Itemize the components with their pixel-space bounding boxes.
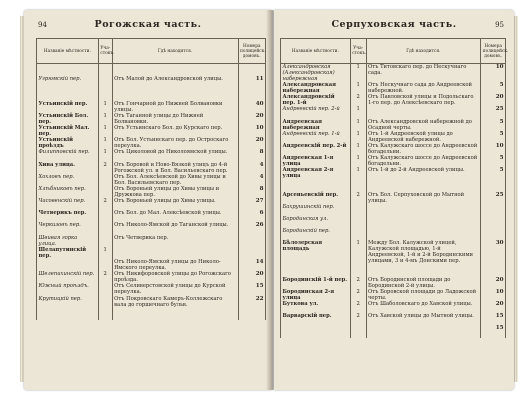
precinct-cell: 1 — [350, 155, 366, 167]
street-name-cell: Бородинскій 1-й пер. — [281, 277, 351, 289]
table-row — [37, 198, 266, 210]
street-name-cell: Андреевская 1-я улица — [281, 155, 351, 167]
location-description-cell — [366, 180, 481, 192]
right-page-title: Серпуховская часть. — [331, 19, 457, 30]
table-row — [37, 259, 266, 271]
left-page-table — [36, 38, 266, 320]
location-description-cell: Отъ Вороньей улицы до Хивы улицы. — [112, 198, 238, 210]
precinct-cell: 1 — [350, 106, 366, 118]
street-name-cell: Угрюмскій пер. — [37, 76, 99, 88]
table-row — [37, 76, 266, 88]
location-description-cell: Отъ Николо-Ямской до Таганской улицы. — [112, 222, 238, 234]
house-count-cell: 22 — [238, 296, 265, 308]
house-count-cell — [481, 264, 506, 276]
precinct-cell: 2 — [98, 198, 112, 210]
table-row — [37, 186, 266, 198]
location-description-cell: Отъ Шаболовскаго до Хавской улицы. — [366, 301, 481, 313]
location-description-cell — [366, 106, 481, 118]
precinct-cell — [350, 204, 366, 216]
precinct-cell — [98, 222, 112, 234]
precinct-cell: 1 — [98, 137, 112, 149]
house-count-cell: 5 — [481, 155, 506, 167]
precinct-cell — [98, 186, 112, 198]
house-count-cell: 15 — [238, 283, 265, 295]
house-count-cell: 25 — [481, 192, 506, 204]
street-name-cell — [37, 64, 99, 77]
precinct-cell — [350, 180, 366, 192]
table-row — [281, 155, 506, 167]
location-description-cell: Отъ 1-й Андреевской улицы до Андреевской набережной. — [366, 131, 481, 143]
house-count-cell: 20 — [481, 301, 506, 313]
location-description-cell: Отъ Таганной улицы до Нижней Болвановки. — [112, 113, 238, 125]
column-header-part: Уча-стокъ. — [350, 39, 366, 64]
precinct-cell — [98, 174, 112, 186]
precinct-cell — [98, 235, 112, 247]
right-page-header — [274, 18, 514, 36]
location-description-cell — [366, 228, 481, 240]
precinct-cell — [98, 64, 112, 77]
house-count-cell: 20 — [238, 137, 265, 149]
table-row — [37, 162, 266, 174]
house-count-cell: 26 — [238, 222, 265, 234]
street-name-cell: Александровская набережная — [281, 82, 351, 94]
table-row — [281, 325, 506, 337]
precinct-cell — [98, 76, 112, 88]
table-row — [37, 247, 266, 259]
house-count-cell: 4 — [238, 174, 265, 186]
location-description-cell: Между Бол. Калужской улицей, Калужской площадью, 1-й Андреевской, 1-й и 2-й Бородинскими улицами, 3 и 4-мъ Донскими пер. — [366, 240, 481, 264]
location-description-cell: Отъ Хавской улицы до Мытной улицы. — [366, 313, 481, 325]
precinct-cell — [350, 264, 366, 276]
street-name-cell: Бахрушинскій пер. — [281, 204, 351, 216]
house-count-cell — [238, 64, 265, 77]
right-page — [274, 10, 514, 390]
street-name-cell: Устьинскій пер. — [37, 101, 99, 113]
page-edges-right — [514, 16, 518, 382]
street-name-cell: Андреевскій пер. 2-й — [281, 106, 351, 118]
table-row — [281, 143, 506, 155]
street-name-cell: Устьинскій Мал. пер. — [37, 125, 99, 137]
left-page-header — [24, 18, 272, 36]
table-row — [37, 174, 266, 186]
street-name-cell: Четверикъ пер. — [37, 210, 99, 222]
location-description-cell: Отъ Малой до Александровской улицы. — [112, 76, 238, 88]
table-row — [37, 235, 266, 247]
precinct-cell: 1 — [350, 119, 366, 131]
location-description-cell: Отъ 1-й до 2-й Андреевской улицы. — [366, 167, 481, 179]
left-page-title: Рогожская часть. — [94, 19, 202, 30]
table-row — [281, 180, 506, 192]
column-header-location: Гдѣ находится. — [112, 39, 238, 64]
street-name-cell: Швивая горка улица. — [37, 235, 99, 247]
house-count-cell: 5 — [481, 119, 506, 131]
location-description-cell — [112, 88, 238, 100]
precinct-cell: 2 — [350, 313, 366, 325]
table-row — [281, 82, 506, 94]
street-name-cell: Александровскій пер. 1-й — [281, 94, 351, 106]
street-name-cell: Андреевская набережная — [281, 119, 351, 131]
street-name-cell: Часовенскій пер. — [37, 198, 99, 210]
precinct-cell: 1 — [350, 240, 366, 264]
table-row — [37, 308, 266, 320]
location-description-cell: Отъ Бол. Серпуховской до Мытной улицы. — [366, 192, 481, 204]
house-count-cell: 15 — [481, 325, 506, 337]
house-count-cell: 15 — [481, 313, 506, 325]
location-description-cell: Отъ Боровой и Ново-Вязкой улицъ до 4-й Рогожской ул. и Бол. Васильевскаго пер. — [112, 162, 238, 174]
street-name-cell: Варварскій пер. — [281, 313, 351, 325]
street-name-cell: Устьинскій Бол. пер. — [37, 113, 99, 125]
street-name-cell: Шелапутинскій пер. — [37, 247, 99, 259]
table-row — [37, 149, 266, 161]
house-count-cell: 20 — [238, 271, 265, 283]
precinct-cell: 1 — [98, 101, 112, 113]
house-count-cell: 25 — [481, 106, 506, 118]
table-row — [281, 192, 506, 204]
precinct-cell: 1 — [98, 247, 112, 259]
table-row — [281, 94, 506, 106]
location-description-cell: Отъ Вороньей улицы до Хивы улицы и Дружкова пер. — [112, 186, 238, 198]
table-row — [281, 106, 506, 118]
precinct-cell — [98, 210, 112, 222]
house-count-cell — [238, 308, 265, 320]
precinct-cell — [350, 228, 366, 240]
precinct-cell: 1 — [98, 125, 112, 137]
table-row — [37, 113, 266, 125]
house-count-cell: 14 — [238, 259, 265, 271]
location-description-cell: Отъ Александровской набережной до Осадной черты. — [366, 119, 481, 131]
location-description-cell: Отъ Павловской улицы и Подольскаго 1-го пер. до Алексѣевскаго пер. — [366, 94, 481, 106]
house-count-cell: 10 — [481, 289, 506, 301]
street-name-cell: Андреевская 2-я улица — [281, 167, 351, 179]
street-name-cell: Андреевскій пер. 1-й — [281, 131, 351, 143]
table-row — [281, 240, 506, 264]
house-count-cell: 10 — [481, 64, 506, 83]
house-count-cell — [481, 216, 506, 228]
precinct-cell — [350, 325, 366, 337]
street-name-cell: Черкизовъ пер. — [37, 222, 99, 234]
street-name-cell: Шелепихинскій пер. — [37, 271, 99, 283]
house-count-cell: 30 — [481, 240, 506, 264]
house-count-cell: 5 — [481, 82, 506, 94]
location-description-cell: Отъ Бол. до Мал. Алексѣевской улицы. — [112, 210, 238, 222]
location-description-cell: Отъ Титовскаго пер. до Нескучнаго сада. — [366, 64, 481, 83]
location-description-cell — [112, 64, 238, 77]
column-header-location: Гдѣ находится. — [366, 39, 481, 64]
precinct-cell — [98, 296, 112, 308]
house-count-cell — [238, 88, 265, 100]
table-row — [37, 125, 266, 137]
house-count-cell: 27 — [238, 198, 265, 210]
table-row — [281, 204, 506, 216]
street-name-cell: Буткова ул. — [281, 301, 351, 313]
street-name-cell: Арсеньевскій пер. — [281, 192, 351, 204]
table-row — [37, 271, 266, 283]
table-row — [37, 210, 266, 222]
precinct-cell: 1 — [98, 113, 112, 125]
precinct-cell: 1 — [350, 82, 366, 94]
location-description-cell — [366, 204, 481, 216]
location-description-cell: Отъ Бол. Алексѣевской до Хивы улицы и Бол. Васильевскаго пер. — [112, 174, 238, 186]
location-description-cell: Отъ Никифоровской улицы до Рогожскаго проѣзда. — [112, 271, 238, 283]
table-row — [281, 64, 506, 83]
column-header-part: Уча-стокъ. — [98, 39, 112, 64]
precinct-cell: 2 — [350, 289, 366, 301]
street-name-cell: Хлѣбниковъ пер. — [37, 186, 99, 198]
street-name-cell: Устьинскій проѣздъ — [37, 137, 99, 149]
precinct-cell: 1 — [350, 143, 366, 155]
open-book — [4, 2, 521, 396]
table-row — [37, 64, 266, 77]
street-name-cell: Андреевскій пер. 2-й — [281, 143, 351, 155]
precinct-cell: 1 — [98, 149, 112, 161]
right-table-body — [281, 64, 506, 338]
left-table-body — [37, 64, 266, 320]
right-page-table — [280, 38, 509, 338]
street-name-cell: Бородинская 2-я улица — [281, 289, 351, 301]
left-page — [24, 10, 272, 390]
location-description-cell: Отъ Калужскаго шоссе до Андреевской богадельни. — [366, 155, 481, 167]
location-description-cell: Отъ Бородинской площади до Бородинской 2-й улицы. — [366, 277, 481, 289]
location-description-cell: Отъ Николо-Ямской улицы до Николо-Ямского переулка. — [112, 259, 238, 271]
street-name-cell — [37, 259, 99, 271]
house-count-cell — [481, 204, 506, 216]
table-row — [37, 88, 266, 100]
location-description-cell: Отъ Калужскаго шоссе до Андреевской богадельни. — [366, 143, 481, 155]
street-name-cell: Бородинская ул. — [281, 216, 351, 228]
street-name-cell: Крутицкій пер. — [37, 296, 99, 308]
street-name-cell — [37, 88, 99, 100]
location-description-cell: Отъ Селивеpстовской улицы до Курской переулка. — [112, 283, 238, 295]
location-description-cell — [112, 247, 238, 259]
precinct-cell: 2 — [350, 94, 366, 106]
street-name-cell: Филипповскій пер. — [37, 149, 99, 161]
left-page-number: 94 — [38, 21, 47, 29]
column-header-name: Названіе мѣстности. — [281, 39, 351, 64]
column-header-houses: Номера полицейск. домовъ. — [238, 39, 265, 64]
location-description-cell: Отъ Циколовой до Николоямской улицы. — [112, 149, 238, 161]
house-count-cell: 5 — [481, 167, 506, 179]
house-count-cell: 10 — [481, 143, 506, 155]
table-row — [281, 131, 506, 143]
precinct-cell — [98, 259, 112, 271]
street-name-cell: Александровская (Александровская) набережная — [281, 64, 351, 83]
precinct-cell: 1 — [350, 64, 366, 83]
precinct-cell: 1 — [350, 167, 366, 179]
location-description-cell: Отъ Четверика пер. — [112, 235, 238, 247]
location-description-cell: Отъ Бол. Устьинскаго пер. до Остроскаго переулка. — [112, 137, 238, 149]
table-row — [281, 301, 506, 313]
street-name-cell: Хохловъ пер. — [37, 174, 99, 186]
precinct-cell: 2 — [98, 162, 112, 174]
house-count-cell: 6 — [238, 210, 265, 222]
column-header-name: Названіе мѣстности. — [37, 39, 99, 64]
precinct-cell: 2 — [98, 271, 112, 283]
street-name-cell — [281, 180, 351, 192]
house-count-cell: 10 — [238, 125, 265, 137]
precinct-cell: 2 — [350, 301, 366, 313]
house-count-cell — [238, 235, 265, 247]
street-name-cell: Южный проѣздъ. — [37, 283, 99, 295]
table-row — [37, 137, 266, 149]
table-row — [37, 222, 266, 234]
house-count-cell — [481, 228, 506, 240]
street-name-cell: Бѣлозерская площадь — [281, 240, 351, 264]
precinct-cell: 2 — [350, 192, 366, 204]
table-row — [281, 119, 506, 131]
street-name-cell: Бородинскій пер. — [281, 228, 351, 240]
house-count-cell: 40 — [238, 101, 265, 113]
table-row — [281, 228, 506, 240]
house-count-cell: 20 — [481, 277, 506, 289]
location-description-cell — [366, 325, 481, 337]
table-row — [281, 264, 506, 276]
precinct-cell — [98, 283, 112, 295]
location-description-cell: Отъ Гончарной до Нижней Болвановки улицы. — [112, 101, 238, 113]
house-count-cell: 20 — [238, 113, 265, 125]
house-count-cell: 4 — [238, 162, 265, 174]
table-row — [281, 289, 506, 301]
location-description-cell — [112, 308, 238, 320]
precinct-cell: 1 — [350, 131, 366, 143]
location-description-cell: Отъ Боровской площади до Ладожской черты. — [366, 289, 481, 301]
house-count-cell — [238, 247, 265, 259]
table-row — [37, 296, 266, 308]
location-description-cell: Отъ Устьинскаго Бол. до Курскаго пер. — [112, 125, 238, 137]
house-count-cell — [481, 180, 506, 192]
street-name-cell — [37, 308, 99, 320]
street-name-cell — [281, 264, 351, 276]
table-row — [37, 283, 266, 295]
location-description-cell — [366, 264, 481, 276]
location-description-cell: Отъ Нескучнаго сада до Андреевской набережной. — [366, 82, 481, 94]
table-row — [281, 313, 506, 325]
table-row — [281, 167, 506, 179]
table-row — [281, 216, 506, 228]
table-row — [37, 101, 266, 113]
right-page-number: 95 — [495, 21, 504, 29]
location-description-cell: Отъ Покровскаго Камеръ-Коллежскаго вала до горшечнаго бульв. — [112, 296, 238, 308]
column-header-houses: Номера полицейск. домовъ. — [481, 39, 506, 64]
precinct-cell: 2 — [350, 277, 366, 289]
precinct-cell — [98, 308, 112, 320]
street-name-cell — [281, 325, 351, 337]
precinct-cell — [350, 216, 366, 228]
house-count-cell: 20 — [481, 94, 506, 106]
house-count-cell: 5 — [481, 131, 506, 143]
location-description-cell — [366, 216, 481, 228]
street-name-cell: Хива улица. — [37, 162, 99, 174]
house-count-cell: 8 — [238, 186, 265, 198]
precinct-cell — [98, 88, 112, 100]
house-count-cell: 8 — [238, 149, 265, 161]
table-row — [281, 277, 506, 289]
house-count-cell: 11 — [238, 76, 265, 88]
